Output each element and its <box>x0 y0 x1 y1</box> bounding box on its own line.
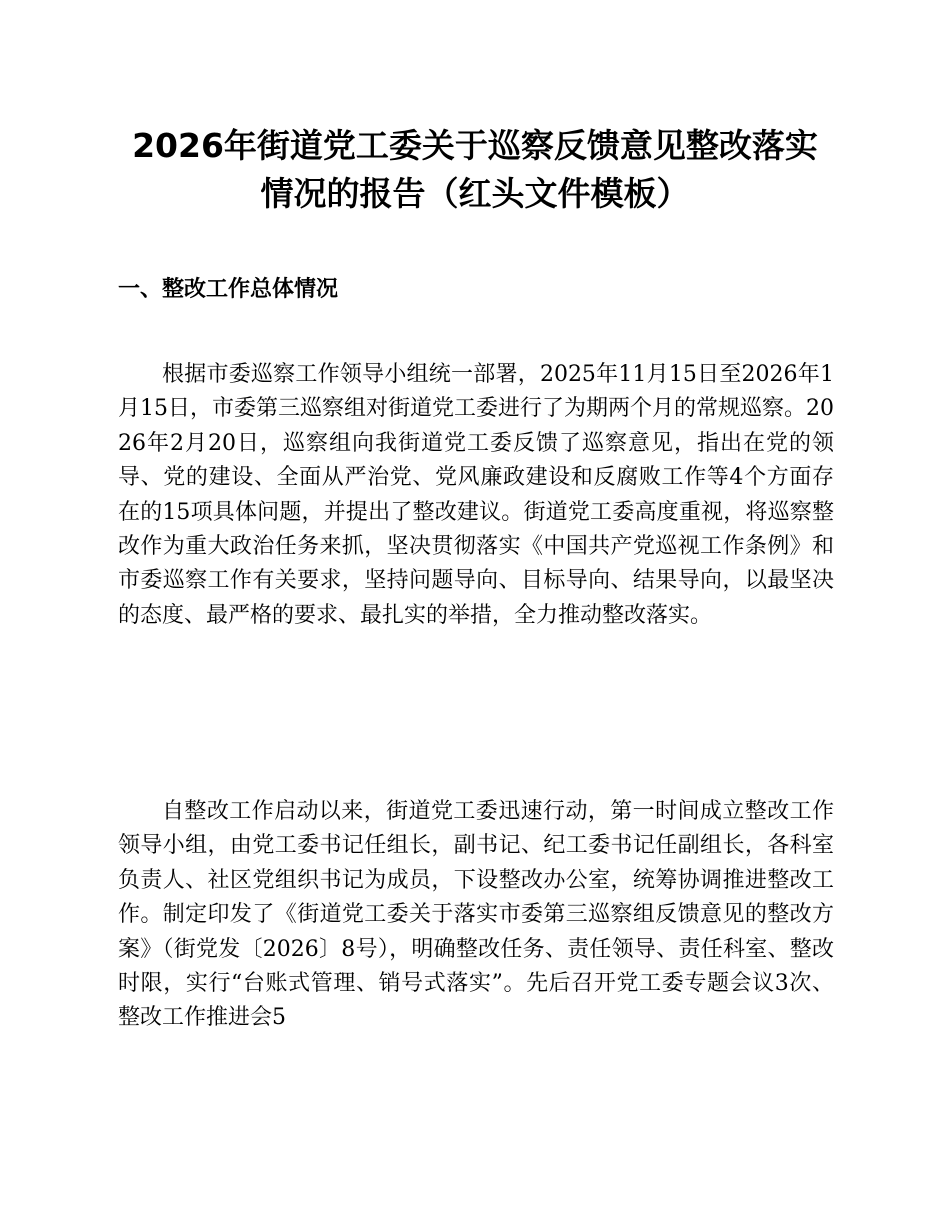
section-heading: 一、整改工作总体情况 <box>118 277 339 302</box>
body-paragraph: 自整改工作启动以来，街道党工委迅速行动，第一时间成立整改工作领导小组，由党工委书记任组长，副书记、纪工委书记任副组长，各科室负责人、社区党组织书记为成员，下设整改办公室，统筹协调推进整改工作。制定印发了《街道党工委关于落实市委第三巡察组反馈意见的整改方案》（街党发〔2026〕8号），明确整改任务、责任领导、责任科室、整改时限，实行“台账式管理、销号式落实”。先后召开党工委专题会议3次、整改工作推进会5 <box>118 799 834 1031</box>
body-paragraph: 根据市委巡察工作领导小组统一部署，2025年11月15日至2026年1月15日，市委第三巡察组对街道党工委进行了为期两个月的常规巡察。2026年2月20日，巡察组向我街道党工委反馈了巡察意见，指出在党的领导、党的建设、全面从严治党、党风廉政建设和反腐败工作等4个方面存在的15项具体问题，并提出了整改建议。街道党工委高度重视，将巡察整改作为重大政治任务来抓，坚决贯彻落实《中国共产党巡视工作条例》和市委巡察工作有关要求，坚持问题导向、目标导向、结果导向，以最坚决的态度、最严格的要求、最扎实的举措，全力推动整改落实。 <box>118 362 834 628</box>
document-title: 2026年街道党工委关于巡察反馈意见整改落实情况的报告（红头文件模板） <box>132 126 818 213</box>
